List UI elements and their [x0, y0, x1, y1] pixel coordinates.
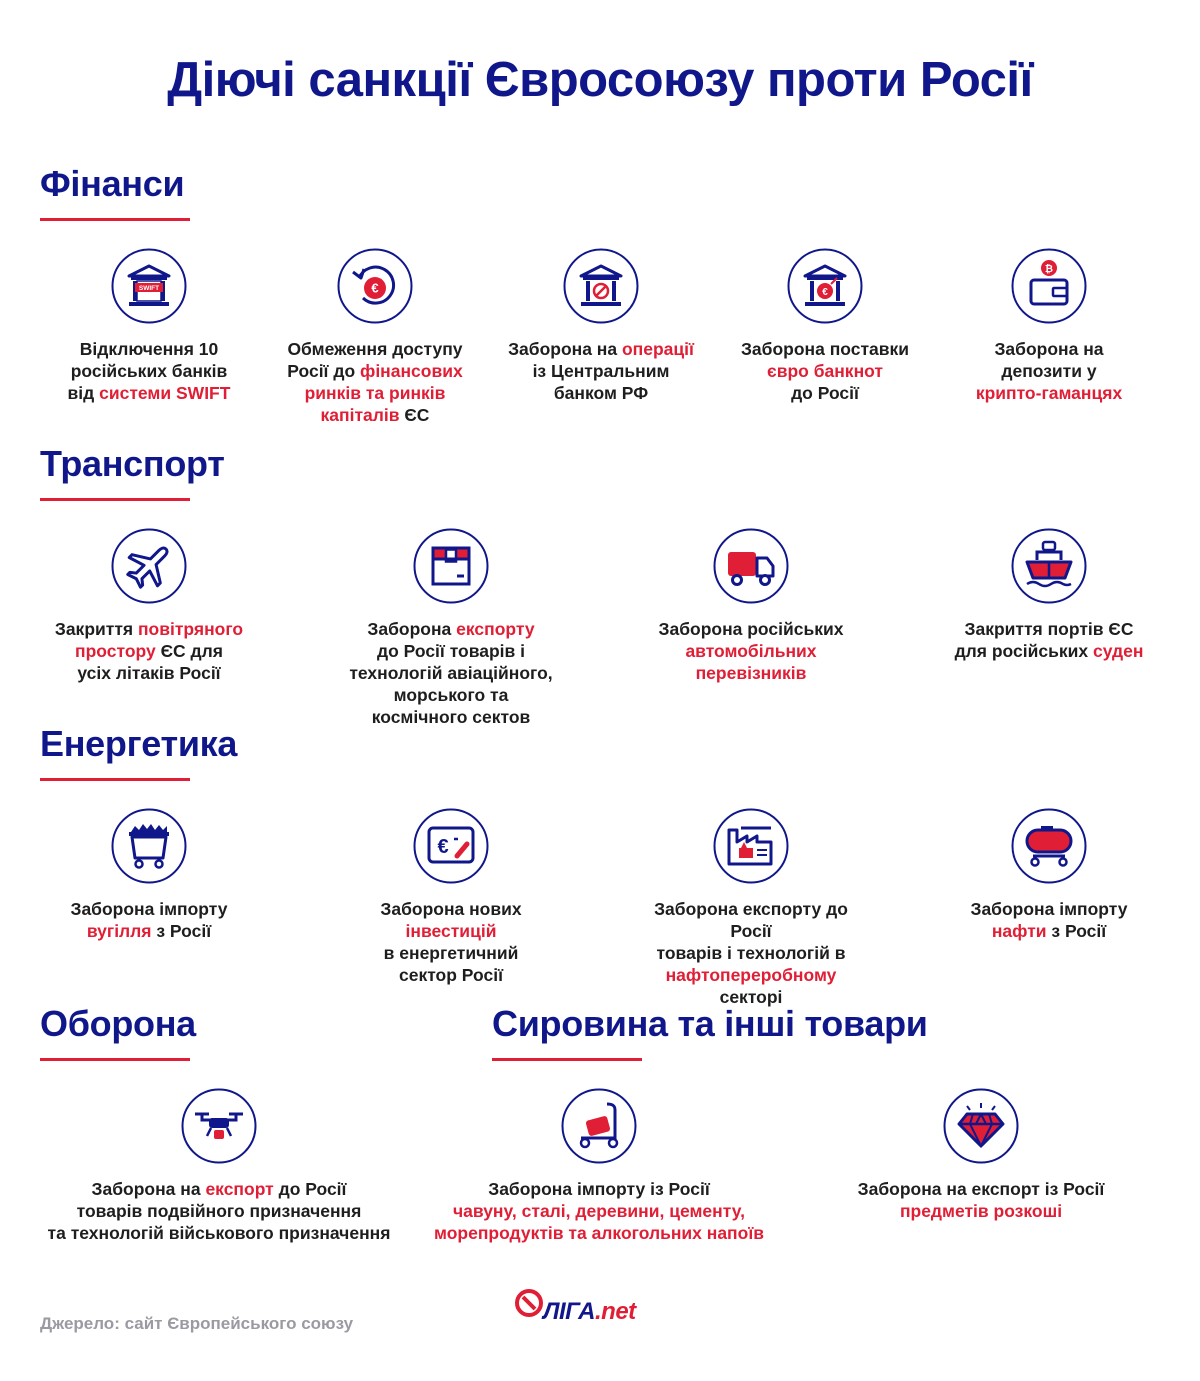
caption-text: секторі	[719, 987, 783, 1007]
finance-caption	[486, 338, 716, 404]
caption-text: з Росії	[151, 921, 212, 941]
caption-text: Росії до	[287, 361, 360, 381]
highlight-text: вугілля	[86, 921, 152, 941]
section-transport	[40, 442, 225, 501]
highlight-text: експорт	[205, 1179, 274, 1199]
section-underline	[40, 218, 190, 221]
defense-item-dual-use	[34, 1088, 404, 1244]
caption-text: Закриття портів ЄС	[964, 619, 1134, 639]
raw-item-metals	[414, 1088, 784, 1244]
section-underline	[40, 1058, 190, 1061]
raw-caption	[414, 1178, 784, 1244]
caption-text: в енергетичний	[383, 943, 519, 963]
caption-text: банком РФ	[553, 383, 649, 403]
highlight-text: експорту	[456, 619, 535, 639]
caption-text: російських банків	[70, 361, 228, 381]
caption-text: до Росії	[791, 383, 859, 403]
bank-swift-icon	[111, 248, 187, 324]
caption-text: технологій авіаційного,	[349, 663, 553, 683]
highlight-text: чавуну, сталі, деревини, цементу,	[452, 1201, 746, 1221]
svg-text:₿: ₿	[1044, 264, 1054, 275]
finance-item-euro-notes	[710, 248, 940, 404]
caption-text: до Росії	[273, 1179, 347, 1199]
euro-refresh-icon	[337, 248, 413, 324]
caption-text: з Росії	[1046, 921, 1107, 941]
caption-text: Заборона на	[508, 339, 622, 359]
hand-truck-icon	[561, 1088, 637, 1164]
drone-icon	[181, 1088, 257, 1164]
finance-item-central-bank	[486, 248, 716, 404]
highlight-text: операції	[621, 339, 694, 359]
section-heading: Оборона	[40, 1003, 196, 1044]
caption-text: сектор Росії	[398, 965, 504, 985]
source-note: Джерело: сайт Європейського союзу	[40, 1314, 354, 1333]
caption-text: Відключення 10	[79, 339, 219, 359]
section-defense	[40, 1002, 196, 1061]
caption-text: Обмеження доступу	[287, 339, 463, 359]
caption-text: Заборона експорту до Росії	[654, 899, 848, 941]
logo-text	[543, 1298, 636, 1326]
caption-text: Заборона на	[994, 339, 1104, 359]
raw-item-luxury	[796, 1088, 1166, 1222]
transport-caption	[934, 618, 1164, 662]
liga-net-logo[interactable]	[514, 1284, 674, 1336]
highlight-text: капіталів	[320, 405, 400, 425]
highlight-text: нафти	[991, 921, 1047, 941]
section-heading: Енергетика	[40, 723, 238, 764]
highlight-text: фінансових	[360, 361, 463, 381]
caption-text: товарів і технологій в	[656, 943, 846, 963]
caption-text: усіх літаків Росії	[77, 663, 221, 683]
raw-caption	[796, 1178, 1166, 1222]
caption-text: Заборона нових	[380, 899, 522, 919]
finance-caption	[934, 338, 1164, 404]
highlight-text: євро банкнот	[767, 361, 883, 381]
caption-text: ЄС для	[155, 641, 223, 661]
bank-euro-icon	[787, 248, 863, 324]
svg-text:€: €	[437, 836, 449, 858]
section-energy	[40, 722, 237, 781]
caption-text: Закриття	[54, 619, 138, 639]
caption-text: Заборона на експорт із Росії	[857, 1179, 1105, 1199]
svg-text:€: €	[371, 280, 379, 296]
diamond-icon	[943, 1088, 1019, 1164]
section-heading: Сировина та інші товари	[492, 1003, 928, 1044]
caption-text: Заборона	[367, 619, 457, 639]
caption-text: Заборона імпорту	[970, 899, 1128, 919]
caption-text: космічного сектов	[371, 707, 531, 727]
central-bank-ban-icon	[563, 248, 639, 324]
section-heading: Транспорт	[40, 443, 225, 484]
highlight-text: ринків та ринків	[304, 383, 446, 403]
logo-mark-icon	[514, 1288, 544, 1318]
transport-caption	[336, 618, 566, 728]
caption-text: для російських	[954, 641, 1093, 661]
swift-label: SWIFT	[138, 285, 160, 292]
section-underline	[40, 778, 190, 781]
caption-text: від	[67, 383, 100, 403]
caption-text: Заборона російських	[658, 619, 844, 639]
caption-text: із Центральним	[532, 361, 670, 381]
finance-item-crypto	[934, 248, 1164, 404]
energy-item-oil	[934, 808, 1164, 942]
transport-item-carriers	[636, 528, 866, 684]
finance-caption	[710, 338, 940, 404]
energy-item-refinery	[636, 808, 866, 1008]
airplane-icon	[111, 528, 187, 604]
transport-item-airspace	[34, 528, 264, 684]
highlight-text: крипто-гаманцях	[975, 383, 1123, 403]
energy-caption	[636, 898, 866, 1008]
ship-icon	[1011, 528, 1087, 604]
page-title: Діючі санкції Євросоюзу проти Росії	[167, 53, 1033, 107]
highlight-text: простору	[75, 641, 156, 661]
highlight-text: нафтопереробному	[665, 965, 837, 985]
highlight-text: повітряного	[137, 619, 244, 639]
caption-text: ЄС	[399, 405, 430, 425]
coal-cart-icon	[111, 808, 187, 884]
highlight-text: суден	[1092, 641, 1144, 661]
truck-icon	[713, 528, 789, 604]
finance-item-markets	[260, 248, 490, 426]
section-raw	[492, 1002, 928, 1061]
highlight-text: автомобільних перевізників	[685, 641, 817, 683]
cargo-box-icon	[413, 528, 489, 604]
highlight-text: предметів розкоші	[899, 1201, 1063, 1221]
refinery-icon	[713, 808, 789, 884]
energy-caption	[934, 898, 1164, 942]
energy-caption	[336, 898, 566, 986]
euro-investment-icon	[413, 808, 489, 884]
crypto-wallet-icon	[1011, 248, 1087, 324]
caption-text: Заборона поставки	[740, 339, 910, 359]
section-underline	[40, 498, 190, 501]
caption-text: Заборона імпорту із Росії	[488, 1179, 710, 1199]
highlight-text: інвестицій	[405, 921, 497, 941]
energy-item-coal	[34, 808, 264, 942]
caption-text: та технологій військового призначення	[47, 1223, 391, 1243]
svg-text:€: €	[822, 287, 828, 298]
logo-main: ЛІГА	[543, 1298, 595, 1325]
caption-text: до Росії товарів і	[376, 641, 526, 661]
transport-item-ports	[934, 528, 1164, 662]
energy-caption	[34, 898, 264, 942]
caption-text: Заборона імпорту	[70, 899, 228, 919]
highlight-text: системи SWIFT	[99, 383, 231, 403]
finance-caption	[34, 338, 264, 404]
caption-text: товарів подвійного призначення	[76, 1201, 362, 1221]
defense-caption	[34, 1178, 404, 1244]
transport-caption	[636, 618, 866, 684]
section-underline	[492, 1058, 642, 1061]
caption-text: морського та	[393, 685, 509, 705]
oil-tank-icon	[1011, 808, 1087, 884]
highlight-text: морепродуктів та алкогольних напоїв	[434, 1223, 764, 1243]
caption-text: депозити у	[1001, 361, 1097, 381]
caption-text: Заборона на	[91, 1179, 206, 1199]
section-heading: Фінанси	[40, 163, 185, 204]
transport-item-export	[336, 528, 566, 728]
section-finance	[40, 162, 190, 221]
logo-suffix: .net	[595, 1298, 636, 1325]
energy-item-investment	[336, 808, 566, 986]
transport-caption	[34, 618, 264, 684]
finance-item-swift	[34, 248, 264, 404]
finance-caption	[260, 338, 490, 426]
